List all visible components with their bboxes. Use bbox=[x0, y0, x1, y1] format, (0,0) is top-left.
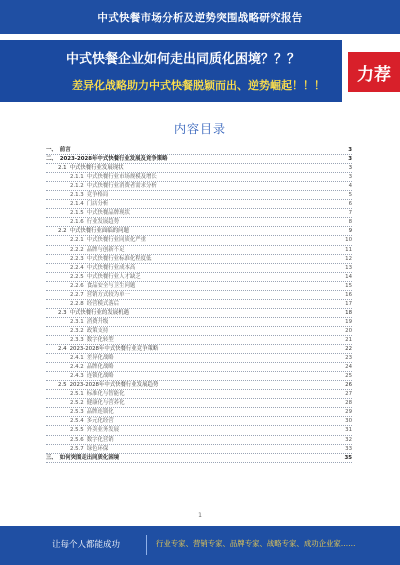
page-number: 1 bbox=[198, 512, 202, 519]
toc-entry[interactable] bbox=[46, 236, 352, 245]
toc-entry-page: 32 bbox=[345, 436, 352, 443]
toc-entry-number: 2.5.1 bbox=[70, 391, 84, 398]
toc-entry-text: 2023-2028年中式快餐行业竞争策略 bbox=[69, 346, 159, 353]
toc-entry[interactable] bbox=[46, 273, 352, 282]
toc-entry-number: 2.2.8 bbox=[70, 300, 84, 307]
toc-entry-page: 8 bbox=[348, 219, 352, 226]
toc-entry-number: 2.1.5 bbox=[70, 210, 84, 217]
toc-entry-page: 15 bbox=[345, 282, 352, 289]
toc-entry-page: 17 bbox=[345, 300, 352, 307]
toc-entry-text: 数字化转型 bbox=[86, 336, 114, 343]
toc-entry-number: 2.2.4 bbox=[70, 264, 84, 271]
toc-entry[interactable] bbox=[46, 390, 352, 399]
toc-entry-number: 2.2.2 bbox=[70, 246, 84, 253]
footer-divider bbox=[146, 535, 147, 555]
footer-roles: 行业专家、营销专家、品牌专家、战略专家、成功企业家…… bbox=[156, 539, 356, 548]
footer-slogan: 让每个人都能成功 bbox=[52, 540, 121, 550]
toc-entry-number: 2.2 bbox=[58, 228, 67, 235]
toc-entry-page: 13 bbox=[345, 264, 352, 271]
toc-entry-text: 中式快餐行业发展现状 bbox=[69, 165, 124, 172]
toc-entry-text: 政策支持 bbox=[86, 327, 109, 334]
toc-entry-number: 2.5.7 bbox=[70, 445, 84, 452]
toc-entry[interactable] bbox=[46, 182, 352, 191]
toc-entry-text: 品牌连锁化 bbox=[86, 409, 114, 416]
toc-entry[interactable] bbox=[46, 200, 352, 209]
toc-entry-number: 2.2.6 bbox=[70, 282, 84, 289]
toc-entry-text: 门店分析 bbox=[86, 201, 109, 208]
toc-entry[interactable] bbox=[46, 445, 352, 454]
toc-entry[interactable] bbox=[46, 363, 352, 372]
recommend-tag-label: 力荐 bbox=[357, 64, 391, 85]
toc-entry-page: 27 bbox=[345, 391, 352, 398]
toc-entry-number: 2.2.5 bbox=[70, 273, 84, 280]
toc-entry-page: 5 bbox=[348, 192, 352, 199]
toc-entry-text: 数字化营销 bbox=[86, 436, 114, 443]
toc-entry[interactable] bbox=[46, 227, 352, 236]
toc-entry[interactable] bbox=[46, 309, 352, 318]
toc-entry-text: 消费升级 bbox=[86, 318, 109, 325]
toc-entry-text: 中式快餐行业标准化程度低 bbox=[86, 255, 152, 262]
toc-entry[interactable] bbox=[46, 327, 352, 336]
toc-entry[interactable] bbox=[46, 146, 352, 155]
toc-entry-number: 2.1.4 bbox=[70, 201, 84, 208]
toc-entry-page: 7 bbox=[348, 210, 352, 217]
toc-entry[interactable] bbox=[46, 282, 352, 291]
toc-entry-page: 25 bbox=[345, 373, 352, 380]
toc-entry-text: 外卖业务发展 bbox=[86, 427, 120, 434]
toc-entry-number: 2.1 bbox=[58, 165, 67, 172]
toc-entry-page: 10 bbox=[345, 237, 352, 244]
toc-entry[interactable] bbox=[46, 164, 352, 173]
toc-entry-number: 2.3 bbox=[58, 309, 67, 316]
toc-entry-page: 3 bbox=[348, 174, 352, 181]
toc-entry-text: 中式快餐行业市场规模及增长 bbox=[86, 174, 157, 181]
toc-entry-text: 多元化经营 bbox=[86, 418, 114, 425]
toc-entry-number: 2.3.2 bbox=[70, 327, 84, 334]
toc-entry-text: 品牌与创新不足 bbox=[86, 246, 125, 253]
toc-entry-text: 连锁化战略 bbox=[86, 373, 114, 380]
toc-entry-number: 2.1.3 bbox=[70, 192, 84, 199]
toc-title: 内容目录 bbox=[173, 122, 226, 136]
toc-entry-text: 中式快餐行业面临的问题 bbox=[69, 228, 129, 235]
toc-entry-page: 22 bbox=[345, 346, 352, 353]
toc-entry-number: 2.4.2 bbox=[70, 364, 84, 371]
toc-entry-text: 如何突围走出同质化困境 bbox=[59, 454, 120, 461]
toc-entry-page: 9 bbox=[348, 228, 352, 235]
toc-entry[interactable] bbox=[46, 408, 352, 417]
toc-entry[interactable] bbox=[46, 155, 352, 164]
toc-entry[interactable] bbox=[46, 300, 352, 309]
toc-entry[interactable] bbox=[46, 336, 352, 345]
toc-entry-page: 3 bbox=[348, 147, 352, 153]
toc-entry-page: 18 bbox=[345, 309, 352, 316]
toc-entry-page: 35 bbox=[344, 454, 352, 461]
toc-entry[interactable] bbox=[46, 264, 352, 273]
toc-entry[interactable] bbox=[46, 246, 352, 255]
table-of-contents bbox=[46, 146, 352, 463]
toc-entry-page: 14 bbox=[345, 273, 352, 280]
toc-entry-number: 2.5.3 bbox=[70, 409, 84, 416]
toc-entry-page: 23 bbox=[345, 355, 352, 362]
toc-entry[interactable] bbox=[46, 372, 352, 381]
toc-entry-number: 三、 bbox=[46, 454, 57, 461]
toc-entry-text: 中式快餐行业成本高 bbox=[86, 264, 136, 271]
toc-entry-text: 竞争格局 bbox=[86, 192, 109, 199]
toc-entry-number: 2.2.7 bbox=[70, 291, 84, 298]
toc-entry-number: 2.5.2 bbox=[70, 400, 84, 407]
report-title-band bbox=[0, 0, 400, 34]
toc-entry-text: 标准化与智能化 bbox=[86, 391, 125, 398]
toc-entry-number: 2.4.3 bbox=[70, 373, 84, 380]
toc-entry[interactable] bbox=[46, 381, 352, 390]
toc-entry-page: 28 bbox=[345, 400, 352, 407]
headline: 中式快餐企业如何走出同质化困境？？？ bbox=[66, 52, 301, 67]
toc-entry-text: 2023-2028年中式快餐行业发展趋势 bbox=[69, 382, 159, 389]
toc-entry-text: 品牌化战略 bbox=[86, 364, 114, 371]
toc-entry-page: 6 bbox=[348, 201, 352, 208]
toc-entry[interactable] bbox=[46, 255, 352, 264]
toc-entry-text: 2023-2028年中式快餐行业发展及竞争策略 bbox=[59, 156, 168, 163]
toc-entry[interactable] bbox=[46, 426, 352, 435]
subheadline: 差异化战略助力中式快餐脱颖而出、逆势崛起！！！ bbox=[72, 79, 325, 92]
recommend-tag bbox=[348, 52, 400, 92]
toc-entry[interactable] bbox=[46, 318, 352, 327]
toc-entry-text: 前言 bbox=[59, 147, 71, 153]
headline-box bbox=[0, 40, 342, 102]
toc-entry-text: 中式快餐行业的发展机遇 bbox=[69, 309, 129, 316]
toc-entry[interactable] bbox=[46, 417, 352, 426]
toc-entry-number: 2.3.3 bbox=[70, 336, 84, 343]
toc-entry-page: 3 bbox=[348, 165, 352, 172]
toc-entry-text: 经营模式落后 bbox=[86, 300, 120, 307]
toc-entry[interactable] bbox=[46, 436, 352, 445]
report-title: 中式快餐市场分析及逆势突围战略研究报告 bbox=[97, 11, 303, 24]
toc-entry-number: 一、 bbox=[46, 147, 57, 153]
toc-entry-number: 2.5.6 bbox=[70, 436, 84, 443]
toc-entry-number: 2.2.3 bbox=[70, 255, 84, 262]
toc-entry-page: 20 bbox=[345, 327, 352, 334]
toc-entry[interactable] bbox=[46, 354, 352, 363]
toc-entry-text: 差异化战略 bbox=[86, 355, 114, 362]
toc-entry-page: 11 bbox=[345, 246, 352, 253]
toc-entry[interactable] bbox=[46, 218, 352, 227]
toc-entry-text: 绿色环保 bbox=[86, 445, 109, 452]
toc-entry-text: 营销方式较为单一 bbox=[86, 291, 130, 298]
toc-entry-text: 行业发展趋势 bbox=[86, 219, 120, 226]
toc-entry-text: 健康化与营养化 bbox=[86, 400, 125, 407]
toc-entry-number: 2.1.1 bbox=[70, 174, 84, 181]
toc-entry[interactable] bbox=[46, 345, 352, 354]
toc-entry-number: 2.5 bbox=[58, 382, 67, 389]
toc-entry-text: 中式快餐行业人才缺乏 bbox=[86, 273, 141, 280]
toc-entry[interactable] bbox=[46, 399, 352, 408]
toc-entry-page: 21 bbox=[345, 336, 352, 343]
toc-entry-number: 2.3.1 bbox=[70, 318, 84, 325]
toc-entry-page: 26 bbox=[345, 382, 352, 389]
toc-entry-page: 30 bbox=[345, 418, 352, 425]
toc-entry-number: 2.2.1 bbox=[70, 237, 84, 244]
footer-band bbox=[0, 526, 400, 565]
toc-entry-text: 中式快餐行业消费者需求分析 bbox=[86, 183, 157, 190]
toc-entry-page: 33 bbox=[345, 445, 352, 452]
toc-entry-number: 2.4.1 bbox=[70, 355, 84, 362]
toc-entry-page: 29 bbox=[345, 409, 352, 416]
toc-entry-text: 中式快餐行业同质化严重 bbox=[86, 237, 147, 244]
toc-entry-text: 食品安全与卫生问题 bbox=[86, 282, 136, 289]
toc-entry-page: 31 bbox=[345, 427, 352, 434]
toc-entry-page: 12 bbox=[345, 255, 352, 262]
toc-entry-page: 3 bbox=[348, 156, 352, 163]
toc-entry-number: 2.1.2 bbox=[70, 183, 84, 190]
toc-entry-number: 2.4 bbox=[58, 346, 67, 353]
toc-entry-number: 2.5.4 bbox=[70, 418, 84, 425]
toc-entry-number: 2.1.6 bbox=[70, 219, 84, 226]
toc-entry-page: 4 bbox=[348, 183, 352, 190]
toc-entry[interactable] bbox=[46, 454, 352, 463]
toc-entry-number: 2.5.5 bbox=[70, 427, 84, 434]
toc-entry-page: 24 bbox=[345, 364, 352, 371]
toc-entry[interactable] bbox=[46, 209, 352, 218]
toc-entry-number: 二、 bbox=[46, 156, 57, 163]
toc-entry-page: 16 bbox=[345, 291, 352, 298]
toc-entry[interactable] bbox=[46, 291, 352, 300]
toc-entry-text: 中式快餐品牌现状 bbox=[86, 210, 130, 217]
toc-entry-page: 19 bbox=[345, 318, 352, 325]
toc-entry[interactable] bbox=[46, 191, 352, 200]
toc-entry[interactable] bbox=[46, 173, 352, 182]
